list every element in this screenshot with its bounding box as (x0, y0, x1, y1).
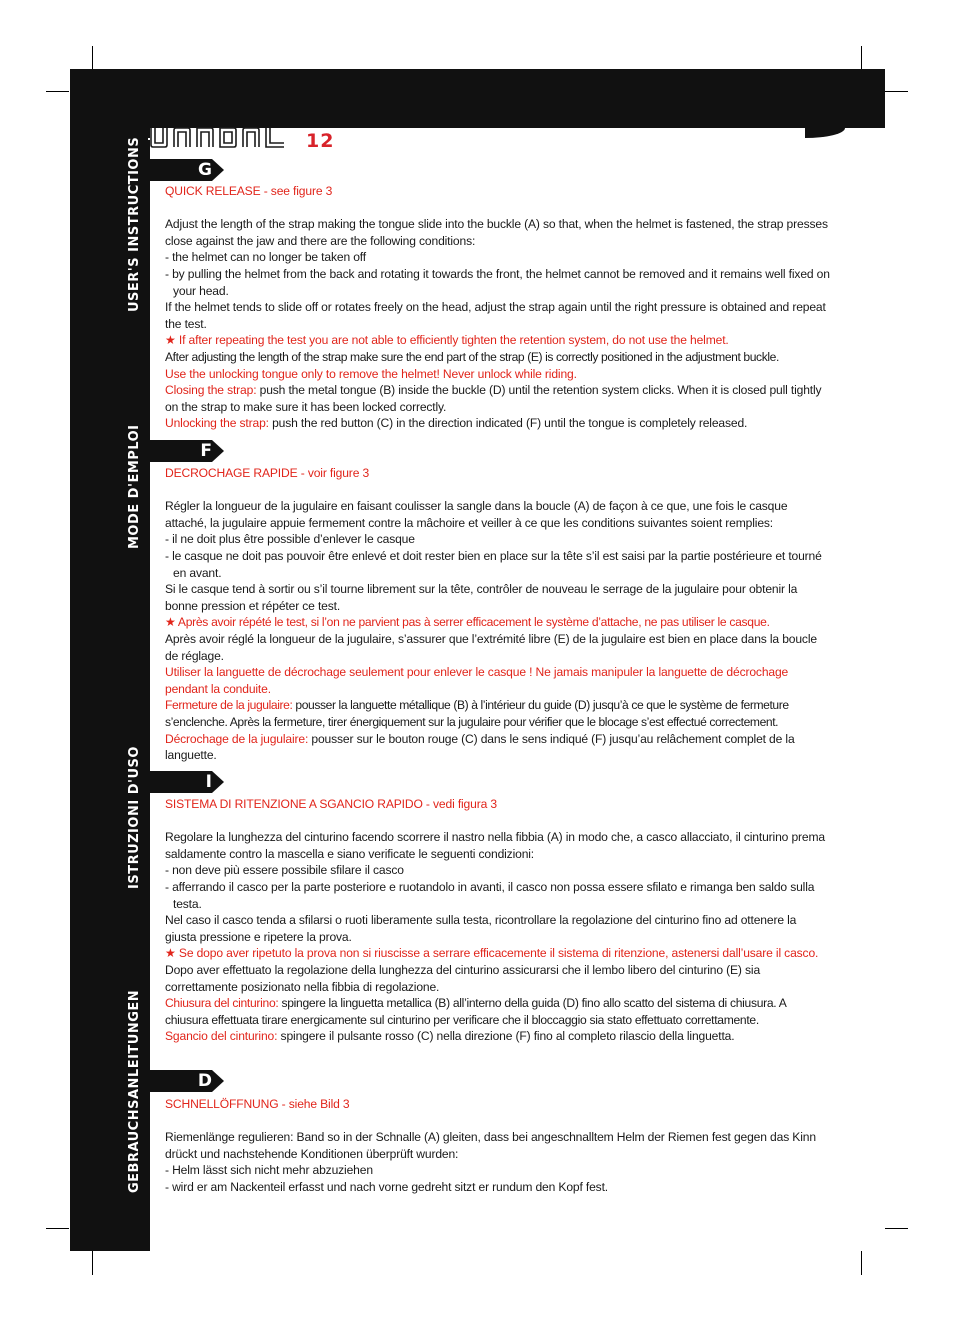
list-item: - le casque ne doit pas pouvoir être enlevé et doit rester bien en place sur la tête s’il est saisi par la partie postérieure et tourné en avant. (165, 548, 822, 580)
header-bar (70, 69, 885, 128)
inline-label: Sgancio del cinturino: (165, 1029, 278, 1044)
inline-label: Closing the strap: (165, 383, 257, 398)
inline-text: spingere il pulsante rosso (C) nella direzione (F) fino al completo rilascio della linguetta. (277, 1029, 735, 1044)
list-item: - afferrando il casco per la parte posteriore e ruotandolo in avanti, il casco non possa essere sfilato e rimanga ben saldo sulla testa. (165, 879, 815, 911)
sidebar-label-french: MODE D'EMPLOI (127, 424, 142, 549)
list-item: - wird er am Nackenteil erfasst und nach vorne gedreht sitzt er rundum den Kopf fest. (165, 1179, 609, 1194)
inline-text: push the metal tongue (B) inside the buckle (D) until the retention system clicks. When it is closed pull tightly on the strap to make sure it has been locked correctly. (165, 383, 822, 414)
paragraph: Régler la longueur de la jugulaire en faisant coulisser la sangle dans la boucle (A) de façon à ce que, une fois le casque attaché, la jugulaire appuie fermement contre la mâchoire et veiller à ce que les conditions suivantes soient remplies: (165, 499, 788, 530)
paragraph: Nel caso il casco tenda a sfilarsi o ruoti liberamente sulla testa, ricontrollare la regolazione del cinturino fino ad ottenere la giusta pressione e ripetere la prova. (165, 913, 797, 944)
crop-mark (46, 1228, 69, 1229)
inline-label: Unlocking the strap: (165, 416, 269, 431)
section-german (165, 1096, 830, 1196)
sidebar-label-italian: ISTRUZIONI D'USO (127, 746, 142, 889)
crop-mark (861, 1251, 862, 1275)
inline-text: push the red button (C) in the direction indicated (F) until the tongue is completely released. (268, 416, 748, 431)
inline-text: spingere la linguetta metallica (B) all’interno della guida (D) fino allo scatto del sistema di chiusura. A chiusura effettuata tirare energicamente sul cinturino per verificare che il bloccaggio sia stato effettuato correttamente. (165, 996, 786, 1027)
paragraph (165, 382, 830, 415)
section-english (165, 183, 830, 432)
section-french (165, 465, 830, 764)
paragraph (165, 1028, 830, 1045)
tab-letter: D (197, 1071, 212, 1091)
inline-text: pousser sur le bouton rouge (C) dans le sens indiqué (F) jusqu’au relâchement complet de la languette. (165, 731, 795, 763)
section-heading: QUICK RELEASE - see figure 3 (165, 184, 333, 198)
list-item: - by pulling the helmet from the back and rotating it towards the front, the helmet cannot be removed and it remains well fixed on your head. (165, 266, 830, 298)
tab-letter: F (200, 441, 212, 461)
inline-text: pousser la languette métallique (B) à l’intérieur du guide (D) jusqu’à ce que le système de fermeture s’enclenche. Après la fermeture, tirer énergiquement sur la jugulaire pour vérifier que le blocage s’est effectué correctement. (165, 698, 789, 729)
section-italian (165, 796, 830, 1045)
language-tab-g (150, 159, 224, 181)
language-tab-f (150, 440, 224, 462)
inline-label: Chiusura del cinturino: (165, 996, 279, 1011)
page-number: 12 (306, 130, 335, 152)
section-heading: SCHNELLÖFFNUNG - siehe Bild 3 (165, 1097, 350, 1111)
vandal-logo-icon (148, 124, 298, 150)
list-item: - non deve più essere possibile sfilare il casco (165, 863, 404, 878)
inline-label: Décrochage de la jugulaire: (165, 731, 309, 746)
paragraph (165, 995, 830, 1028)
paragraph: Regolare la lunghezza del cinturino facendo scorrere il nastro nella fibbia (A) in modo che, a casco allacciato, il cinturino prema saldamente contro la mascella e siano verificate le seguenti condizioni: (165, 830, 825, 861)
sidebar-label-english: USER'S INSTRUCTIONS (127, 136, 142, 312)
paragraph (165, 731, 830, 764)
paragraph: Adjust the length of the strap making the tongue slide into the buckle (A) so that, when the helmet is fastened, the strap presses close against the jaw and there are the following conditions: (165, 217, 828, 248)
language-tab-i (150, 771, 224, 793)
warning-text: ★ If after repeating the test you are not able to efficiently tighten the retention system, do not use the helmet. (165, 333, 729, 348)
crop-mark (92, 46, 93, 69)
language-tab-d (150, 1070, 224, 1092)
warning-text: Utiliser la languette de décrochage seulement pour enlever le casque ! Ne jamais manipuler la languette de décrochage pendant la conduite. (165, 665, 789, 696)
tab-arrow-icon (150, 440, 224, 462)
tab-letter: I (205, 772, 212, 792)
inline-label: Fermeture de la jugulaire: (165, 698, 293, 713)
crop-mark (861, 46, 862, 69)
paragraph: Dopo aver effettuato la regolazione della lunghezza del cinturino assicurarsi che il lembo libero del cinturino (E) sia correttamente posizionato nella fibbia di regolazione. (165, 962, 761, 994)
crop-mark (885, 91, 908, 92)
list-item: - the helmet can no longer be taken off (165, 250, 367, 265)
tab-arrow-icon (150, 771, 224, 793)
tab-letter: G (198, 160, 212, 180)
tab-arrow-icon (150, 1070, 224, 1092)
paragraph (165, 697, 830, 730)
tab-arrow-icon (150, 159, 224, 181)
warning-text: ★ Se dopo aver ripetuto la prova non si riuscisse a serrare efficacemente il sistema di ritenzione, astenersi dall’usare il casco. (165, 946, 819, 961)
brand-logo (148, 124, 298, 150)
section-heading: DECROCHAGE RAPIDE - voir figure 3 (165, 466, 370, 480)
paragraph: After adjusting the length of the strap make sure the end part of the strap (E) is correctly positioned in the adjustment buckle. (165, 349, 779, 364)
paragraph (165, 415, 830, 432)
paragraph: Riemenlänge regulieren: Band so in der Schnalle (A) gleiten, dass bei angeschnalltem Helm der Riemen fest gegen das Kinn drückt und nachstehende Konditionen überprüft wurden: (165, 1130, 816, 1161)
warning-text: ★ Après avoir répété le test, si l’on ne parvient pas à serrer efficacement le système d’attache, ne pas utiliser le casque. (165, 615, 770, 630)
sidebar-label-german: GEBRAUCHSANLEITUNGEN (127, 989, 142, 1193)
crop-mark (92, 1251, 93, 1275)
warning-text: Use the unlocking tongue only to remove the helmet! Never unlock while riding. (165, 366, 577, 381)
paragraph: Après avoir réglé la longueur de la jugulaire, s’assurer que l’extrémité libre (E) de la jugulaire est bien en place dans la boucle de réglage. (165, 631, 817, 663)
header-corner (805, 128, 845, 138)
list-item: - il ne doit plus être possible d’enlever le casque (165, 532, 415, 547)
list-item: - Helm lässt sich nicht mehr abzuziehen (165, 1163, 373, 1178)
crop-mark (46, 91, 69, 92)
paragraph: If the helmet tends to slide off or rotates freely on the head, adjust the strap again until the right pressure is obtained and repeat the test. (165, 300, 826, 331)
paragraph: Si le casque tend à sortir ou s’il tourne librement sur la tête, contrôler de nouveau le serrage de la jugulaire pour obtenir la bonne pression et répéter ce test. (165, 582, 798, 613)
crop-mark (885, 1228, 908, 1229)
section-heading: SISTEMA DI RITENZIONE A SGANCIO RAPIDO - vedi figura 3 (165, 797, 497, 811)
